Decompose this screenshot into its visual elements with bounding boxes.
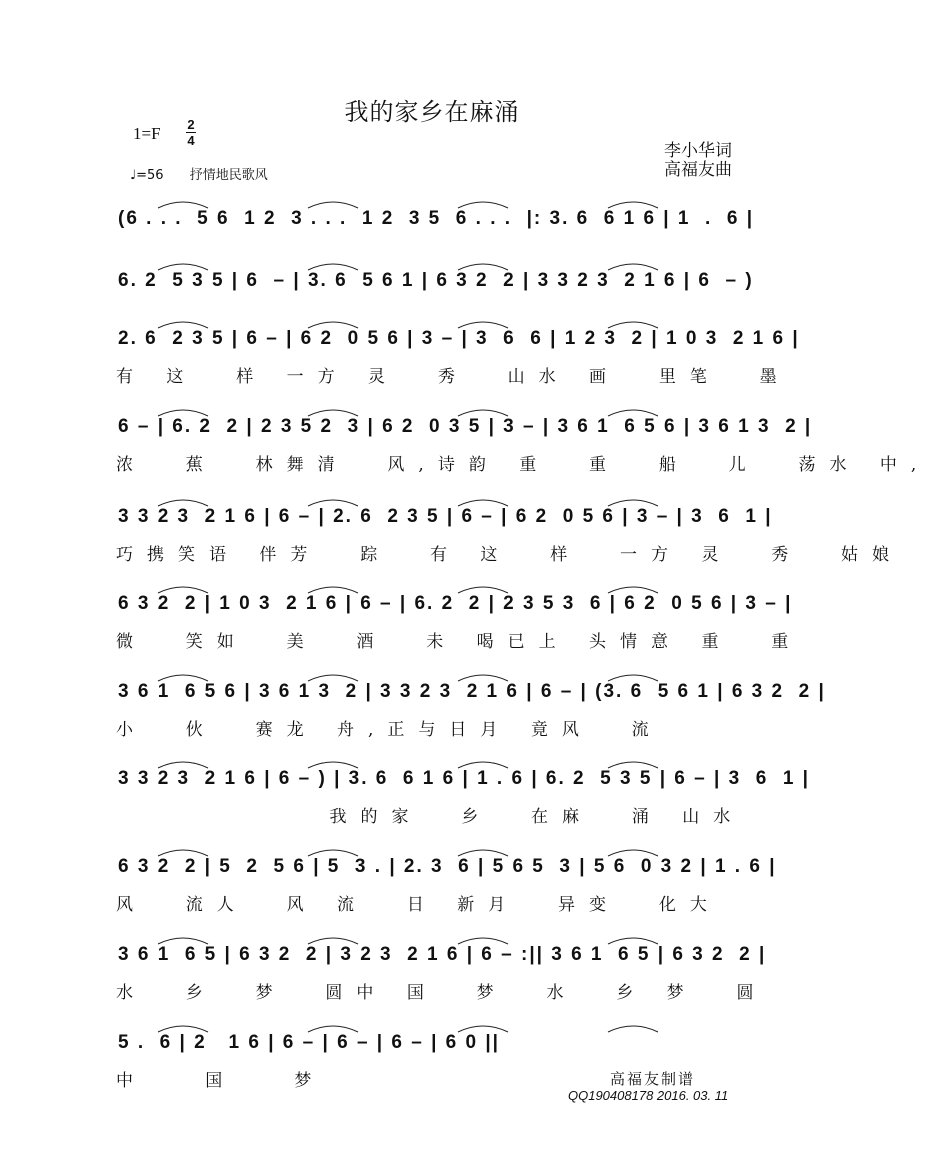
- time-signature-bottom: 4: [187, 133, 195, 148]
- notes-text: 6 – | 6. 2 2 | 2 3 5 2 3 | 6 2 0 3 5 | 3 – | 3 6 1 6 5 6 | 3 6 1 3 2 |: [118, 416, 813, 437]
- time-signature-top: 2: [187, 117, 195, 132]
- notes-text: 5 . 6 | 2 1 6 | 6 – | 6 – | 6 – | 6 0 ||: [118, 1032, 500, 1053]
- lyrics-line: 中 国 梦: [116, 1071, 326, 1091]
- notes-line: [118, 936, 767, 976]
- notes-text: 2. 6 2 3 5 | 6 – | 6 2 0 5 6 | 3 – | 3 6 6 | 1 2 3 2 | 1 0 3 2 1 6 |: [118, 328, 800, 349]
- notes-line: [118, 585, 793, 625]
- notes-text: 6 3 2 2 | 1 0 3 2 1 6 | 6 – | 6. 2 2 | 2 3 5 3 6 | 6 2 0 5 6 | 3 – |: [118, 593, 793, 614]
- page-title: 我的家乡在麻涌: [344, 98, 520, 126]
- lyricist: 李小华词: [664, 141, 732, 161]
- lyrics-line: 微 笑如 美 酒 未 喝已上 头情意 重 重: [116, 632, 803, 652]
- notes-text: (6 . . . 5 6 1 2 3 . . . 1 2 3 5 6 . . . |: 3. 6 6 1 6 | 1 . 6 |: [118, 208, 755, 229]
- notes-text: 6. 2 5 3 5 | 6 – | 3. 6 5 6 1 | 6 3 2 2 | 3 3 2 3 2 1 6 | 6 – ): [118, 270, 754, 291]
- notes-line: [118, 1024, 758, 1064]
- key-signature: 1=F: [133, 124, 161, 143]
- tempo-line: [130, 164, 290, 183]
- notes-line: [118, 848, 777, 888]
- contact-info: QQ190408178 2016. 03. 11: [568, 1088, 729, 1103]
- notes-line: [118, 408, 813, 448]
- lyrics-line: 有 这 样 一方 灵 秀 山水 画 里笔 墨: [116, 367, 791, 387]
- style-mark: 抒情地民歌风: [189, 168, 268, 183]
- lyrics-line: 小 伙 赛龙 舟,正与日月 竟风 流: [116, 720, 663, 740]
- lyrics-line: 水 乡 梦 圆中 国 梦 水 乡 梦 圆: [116, 983, 768, 1003]
- lyrics-line: 我的家 乡 在麻 涌 山水: [116, 807, 745, 827]
- notes-text: 6 3 2 2 | 5 2 5 6 | 5 3 . | 2. 3 6 | 5 6 5 3 | 5 6 0 3 2 | 1 . 6 |: [118, 856, 777, 877]
- transcriber-credit: 高福友制谱: [610, 1070, 696, 1088]
- composer: 高福友曲: [664, 160, 732, 180]
- notes-line: [118, 200, 758, 240]
- notes-line: [118, 262, 758, 302]
- notes-text: 3 6 1 6 5 6 | 3 6 1 3 2 | 3 3 2 3 2 1 6 | 6 – | (3. 6 5 6 1 | 6 3 2 2 |: [118, 681, 826, 702]
- notes-line: [118, 673, 826, 713]
- notes-line: [118, 760, 810, 800]
- notes-line: [118, 498, 773, 538]
- notes-line: [118, 320, 800, 360]
- notes-text: 3 3 2 3 2 1 6 | 6 – | 2. 6 2 3 5 | 6 – | 6 2 0 5 6 | 3 – | 3 6 1 |: [118, 506, 773, 527]
- lyrics-line: 风 流人 风 流 日 新月 异变 化大: [116, 895, 721, 915]
- credits: [664, 142, 732, 180]
- time-signature: [186, 118, 196, 147]
- notes-text: 3 3 2 3 2 1 6 | 6 – ) | 3. 6 6 1 6 | 1 . 6 | 6. 2 5 3 5 | 6 – | 3 6 1 |: [118, 768, 810, 789]
- lyrics-line: 巧携笑语 伴芳 踪 有 这 样 一方 灵 秀 姑娘: [116, 545, 904, 565]
- tempo-mark: ♩=56: [130, 168, 164, 183]
- notes-text: 3 6 1 6 5 | 6 3 2 2 | 3 2 3 2 1 6 | 6 – :|| 3 6 1 6 5 | 6 3 2 2 |: [118, 944, 767, 965]
- lyrics-line: 浓 蕉 林舞清 风,诗韵 重 重 船 儿 荡水 中,: [116, 455, 930, 475]
